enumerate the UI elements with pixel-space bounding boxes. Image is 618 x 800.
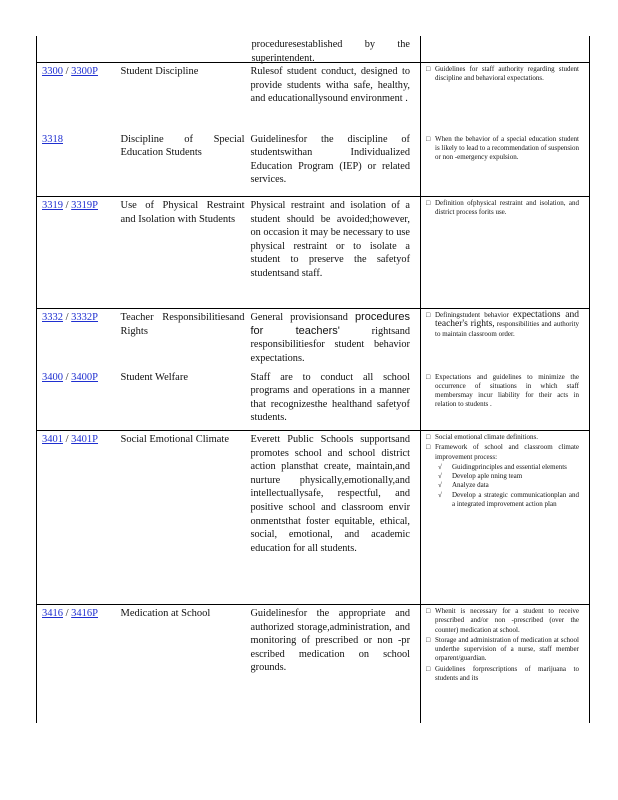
table-row [37, 605, 590, 723]
sub-item-text: Analyze data [452, 481, 489, 490]
procedure-link[interactable]: 3416P [71, 608, 99, 619]
code-separator: / [63, 312, 72, 323]
procedure-link[interactable]: 3319P [71, 200, 99, 211]
bullet-box-icon: □ [426, 433, 431, 441]
policy-link[interactable]: 3416 [42, 608, 63, 619]
notes-list [426, 607, 579, 683]
policy-title: Student Welfare [120, 371, 188, 383]
notes-list [426, 199, 579, 218]
check-icon: √ [438, 462, 442, 471]
note-highlight: expectations and teacher's rights, [435, 310, 580, 330]
note-text: Expectations and guidelines to minimize the occurrence of situations in which staff membersmay incur liability for their acts in relation to students . [435, 372, 579, 409]
note-text: Guidelines forprescriptions of marijuana to students and its [435, 664, 579, 683]
sub-item [426, 463, 579, 472]
bullet-box-icon: □ [426, 635, 431, 644]
note-item [426, 433, 579, 442]
bullet-box-icon: □ [426, 664, 431, 673]
policy-codes [42, 607, 121, 620]
table-row [37, 63, 590, 133]
note-item [426, 636, 579, 664]
sub-item-text: Develop a strategic communicationplan and a integrated improvement action plan [452, 490, 579, 509]
table-row [37, 309, 590, 371]
code-cell [37, 309, 121, 371]
title-cell [121, 63, 251, 133]
bullet-box-icon: □ [426, 443, 431, 452]
notes-cell [421, 63, 590, 133]
note-item [426, 65, 579, 84]
sub-item [426, 472, 579, 481]
policy-link[interactable]: 3300 [42, 66, 63, 77]
table-row [37, 197, 590, 309]
notes-list [426, 65, 579, 84]
notes-cell [421, 371, 590, 431]
bullet-box-icon: □ [426, 372, 431, 381]
policy-link[interactable]: 3401 [42, 434, 63, 445]
policy-table-body [37, 36, 590, 723]
note-item [426, 443, 579, 462]
title-cell [121, 197, 251, 309]
note-text: Storage and administration of medication at school underthe supervision of a nurse, staff member orparent/guardian. [435, 635, 579, 663]
title-cell [121, 36, 251, 63]
description-highlight: procedures for teachers' [250, 311, 410, 337]
description-cell [251, 605, 421, 723]
bullet-box-icon: □ [426, 607, 431, 615]
code-cell [37, 197, 121, 309]
table-row [37, 133, 590, 197]
check-icon: √ [438, 472, 442, 481]
description-text: Everett Public Schools supportsand promotes school and school district action plansthat create, maintain,and nurture physically,emotionally,and intellectuallysafe, respectful, and positive school and classroom envir onmentsthat foster equitable, ethical, social, emotional, and academic education for all students. [250, 434, 410, 554]
bullet-box-icon: □ [426, 199, 431, 207]
notes-list [426, 373, 579, 410]
policy-codes [42, 65, 121, 78]
description-cell [251, 371, 421, 431]
note-item [426, 135, 579, 163]
note-lead: Definingstudent behavior [435, 311, 513, 319]
check-icon: √ [438, 481, 442, 490]
code-separator: / [63, 66, 72, 77]
policy-title: Use of Physical Restraint and Isolation with Students [120, 200, 245, 225]
bullet-box-icon: □ [426, 65, 431, 73]
description-cell [251, 197, 421, 309]
code-separator: / [63, 371, 72, 383]
note-text: Framework of school and classroom climate improvement process: [435, 443, 579, 461]
table-row [37, 371, 590, 431]
policy-title: Discipline of Special Education Students [120, 133, 245, 158]
description-text: Physical restraint and isolation of a student should be avoided;however, on occasion it may be necessary to use physical restraint or to isolate a student to preserve the safetyof studentsand staff. [250, 200, 410, 279]
code-cell [37, 431, 121, 605]
policy-title: Teacher Responsibilitiesand Rights [120, 312, 245, 337]
description-cell [251, 431, 421, 605]
notes-cell [421, 197, 590, 309]
code-separator: / [63, 434, 72, 445]
notes-list [426, 311, 579, 339]
notes-cell [421, 431, 590, 605]
sub-item-text: Guidingprinciples and essential elements [452, 462, 567, 471]
policy-table [36, 36, 590, 723]
note-text: Whenit is necessary for a student to receive prescribed and/or non -prescribed (over the counter) medication at school. [435, 607, 579, 634]
sub-item [426, 481, 579, 490]
policy-codes [42, 433, 121, 446]
description-text: Guidelinesfor the discipline of studentswithan Individualized Education Program (IEP) or related services. [250, 133, 410, 186]
description-text: Staff are to conduct all school programs and operations in a manner that recognizesthe healthand safetyof students. [250, 371, 410, 424]
bullet-box-icon: □ [426, 134, 431, 143]
note-text: Definition ofphysical restraint and isolation, and district process forits use. [435, 199, 579, 217]
notes-cell [421, 133, 590, 197]
code-cell [37, 63, 121, 133]
procedure-link[interactable]: 3300P [71, 66, 99, 77]
description-suffix: rightsand responsibilitiesfor student behavior expectations. [250, 325, 410, 364]
note-text [435, 311, 579, 339]
description-cell [251, 63, 421, 133]
description-cell [251, 36, 421, 63]
policy-title: Medication at School [120, 608, 211, 619]
note-item [426, 199, 579, 218]
description-prefix: General provisionsand [250, 312, 355, 323]
procedure-link[interactable]: 3401P [71, 434, 99, 445]
policy-codes [42, 199, 121, 212]
description-text: Rulesof student conduct, designed to provide students witha safe, healthy, and educationallysound environment . [250, 66, 410, 105]
code-cell [37, 133, 121, 197]
check-icon: √ [438, 490, 442, 499]
policy-link[interactable]: 3332 [42, 312, 63, 323]
policy-title: Student Discipline [120, 66, 199, 77]
title-cell [121, 309, 251, 371]
policy-link[interactable]: 3319 [42, 200, 63, 211]
notes-cell [421, 605, 590, 723]
policy-codes [42, 371, 121, 384]
code-cell [37, 605, 121, 723]
note-item [426, 665, 579, 684]
policy-title: Social Emotional Climate [120, 434, 229, 445]
note-tail: responsibilities and authority to maintain classroom order. [435, 320, 580, 338]
code-separator: / [63, 200, 72, 211]
description-cell [251, 133, 421, 197]
description-text [251, 311, 411, 365]
policy-codes [42, 133, 121, 146]
policy-link[interactable]: 3318 [42, 133, 63, 145]
sub-item-text: Develop aple nning team [452, 472, 523, 481]
title-cell [121, 605, 251, 723]
code-separator: / [63, 608, 72, 619]
note-item [426, 373, 579, 410]
description-cell [251, 309, 421, 371]
title-cell [121, 431, 251, 605]
continuation-row [37, 36, 590, 63]
description-text: Guidelinesfor the appropriate and authorized storage,administration, and monitoring of prescribed or non -pr escribed medication on school grounds. [250, 608, 410, 674]
note-text: When the behavior of a special education student is likely to lead to a recommendation of suspension or non -emergency expulsion. [435, 134, 579, 162]
procedure-link[interactable]: 3332P [71, 312, 99, 323]
title-cell [121, 371, 251, 431]
notes-cell [421, 36, 590, 63]
table-row [37, 431, 590, 605]
note-text: Guidelines for staff authority regarding student discipline and behavioral expectations. [435, 65, 579, 83]
code-cell [37, 371, 121, 431]
notes-list [426, 433, 579, 509]
procedure-link[interactable]: 3400P [71, 371, 99, 383]
code-cell [37, 36, 121, 63]
sub-item [426, 491, 579, 510]
note-item [426, 311, 579, 339]
bullet-box-icon: □ [426, 311, 431, 319]
note-text: Social emotional climate definitions. [435, 433, 539, 441]
policy-link[interactable]: 3400 [42, 371, 63, 383]
notes-list [426, 135, 579, 163]
description-text: proceduresestablished by the superintendent. [251, 39, 410, 64]
policy-codes [42, 311, 121, 324]
note-item [426, 607, 579, 635]
notes-cell [421, 309, 590, 371]
title-cell [121, 133, 251, 197]
